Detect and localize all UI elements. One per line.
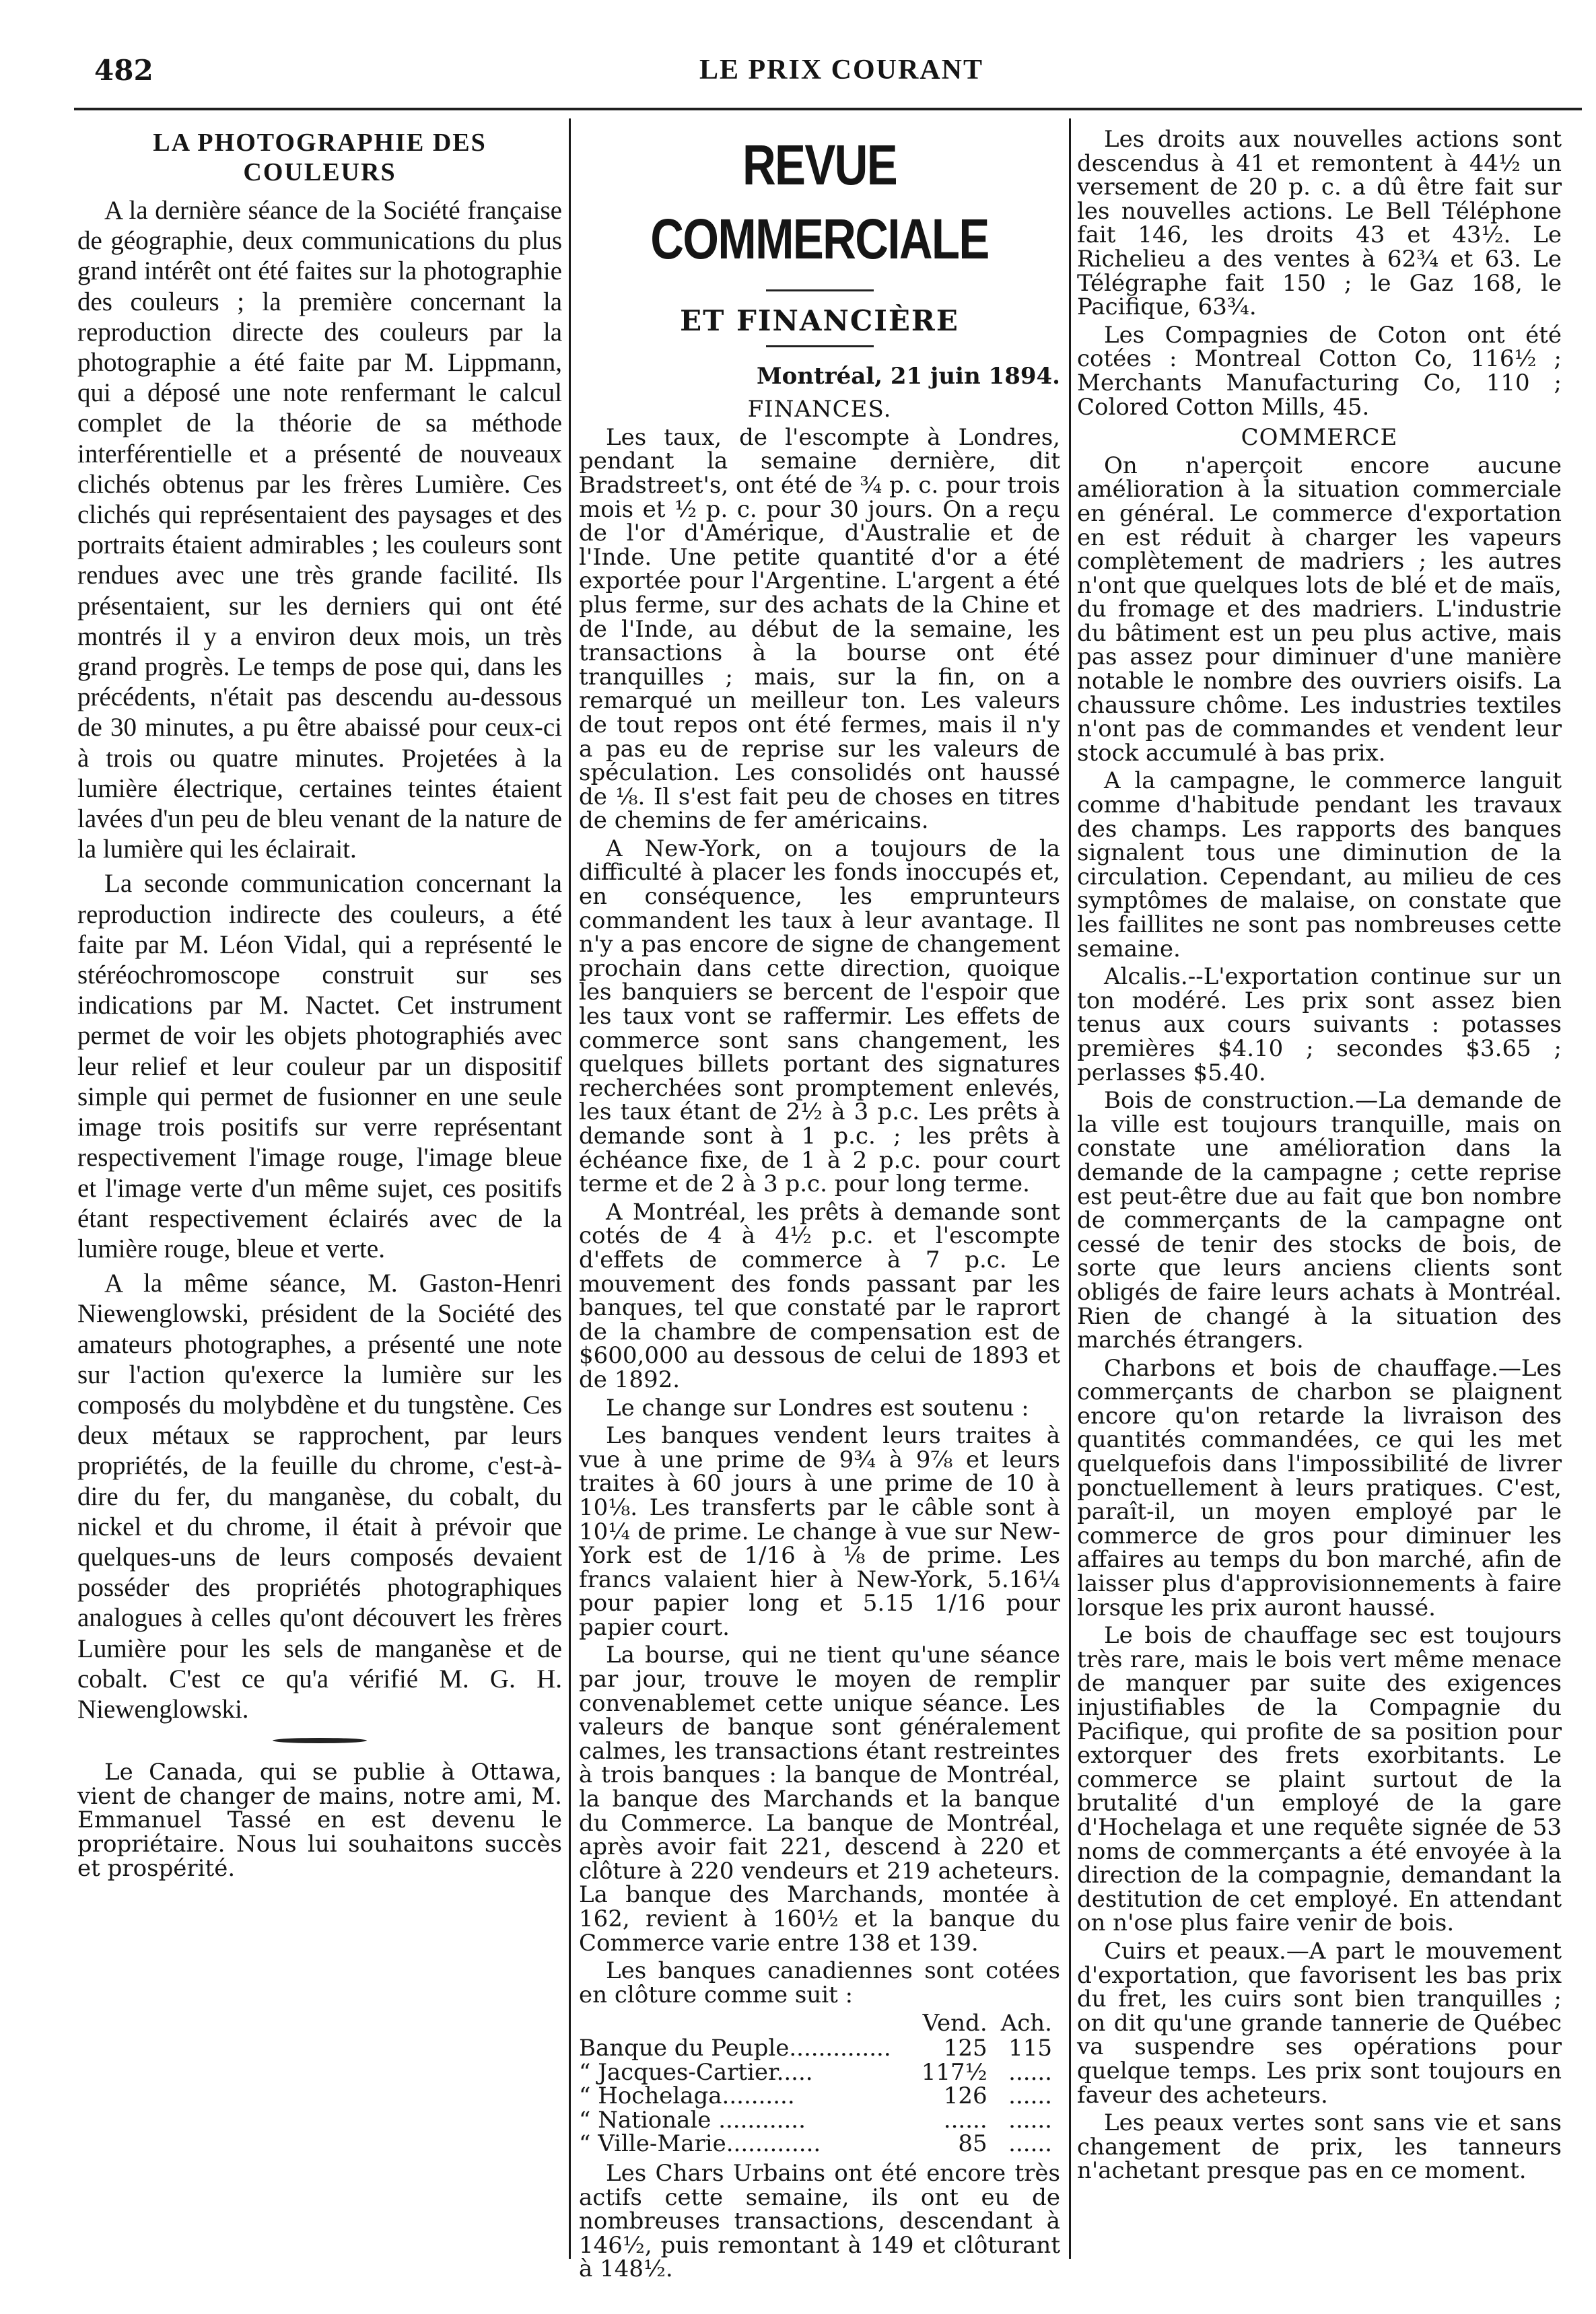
table-cell: 115 <box>1008 2034 1052 2062</box>
table-cell: 117½ <box>921 2058 987 2086</box>
table-row <box>579 2109 1060 2133</box>
article-paragraph: A la dernière séance de la Société française de géographie, deux communications du plus grand intérêt ont été faites sur la photographie des couleurs ; la première concernant la reproduction directe des couleurs par la photographie a été faite par M. Lippmann, qui a déposé une note renfermant le calcul complet de la théorie de sa méthode interférentielle et a présenté de nouveaux clichés obtenus par les frères Lumière. Ces clichés qui représentaient des paysages et des portraits étaient admirables ; les couleurs sont rendues avec une très grande facilité. Ils présentaient, sur les derniers qui ont été montrés il y a environ deux mois, un très grand progrès. Le temps de pose qui, dans les précédents, n'était pas descendu au-dessous de 30 minutes, a pu être abaissé pour ceux-ci à trois ou quatre minutes. Projetées à la lumière électrique, certaines teintes étaient lavées d'un peu de bleu venant de la nature de la lumière qui les éclairait. <box>77 196 562 864</box>
article-paragraph: Le bois de chauffage sec est toujours très rare, mais le bois vert même menace de manquer par suite des exigences injustifiables de la Compagnie du Pacifique, qui profite de sa position pour extorquer des frets exorbitants. Le commerce se plaint surtout de la brutalité d'un employé de la gare d'Hochelaga et une requête signée de 53 noms de commerçants a été envoyée à la direction de la compagnie, demandant la destitution de cet employé. En attendant on n'ose plus faire venir de bois. <box>1077 1622 1562 1937</box>
title-rule <box>766 289 874 291</box>
table-cell: ...... <box>943 2106 987 2134</box>
column-divider <box>1069 118 1071 2259</box>
column-revue <box>579 128 1060 2286</box>
article-paragraph: Alcalis.--L'exportation continue sur un ton modéré. Les prix sont assez bien tenus aux cours suivants : potasses premières $4.10 ; secondes $3.65 ; perlasses $5.40. <box>1077 963 1562 1086</box>
section-subtitle: ET FINANCIÈRE <box>680 304 959 337</box>
table-row <box>579 2061 1060 2085</box>
page-header <box>94 54 1589 94</box>
article-paragraph: Charbons et bois de chauffage.—Les commerçants de charbon se plaignent encore qu'on retarde la livraison des quantités commandées, ce qui les met quelquefois dans l'impossibilité de livrer ponctuellement à leurs pratiques. C'est, paraît-il, un moyen employé par le commerce de gros pour diminuer les affaires au temps du bon marché, afin de laisser plus d'approvisionnements à faire lorsque les prix auront haussé. <box>1077 1354 1562 1621</box>
column-commerce <box>1077 128 1562 2187</box>
table-cell: “ Hochelaga.......... <box>579 2082 795 2110</box>
article-paragraph: Les Compagnies de Coton ont été cotées : Montreal Cotton Co, 116½ ; Merchants Manufacturing Co, 110 ; Colored Cotton Mills, 45. <box>1077 321 1562 421</box>
journal-title: LE PRIX COURANT <box>699 55 984 85</box>
table-cell: ...... <box>1008 2082 1052 2110</box>
article-paragraph: Les banques canadiennes sont cotées en clôture comme suit : <box>579 1957 1060 2008</box>
table-cell: ...... <box>1008 2106 1052 2134</box>
column-divider <box>569 118 571 2259</box>
subtitle-rule <box>766 345 874 347</box>
table-cell: 125 <box>943 2034 987 2062</box>
table-row <box>579 2084 1060 2109</box>
article-paragraph: A la même séance, M. Gaston-Henri Niewenglowski, président de la Société des amateurs photographes, a présenté une note sur l'action qu'exerce la lumière sur les composés du molybdène et du tungstène. Ces deux métaux se rapprochent, par leurs propriétés, de la feuille du chrome, c'est-à-dire du fer, du manganèse, du cobalt, du nickel et du chrome, il était à prévoir que quelques-uns de leurs composés devaient posséder des propriétés photographiques analogues à celles qu'ont découvert les frères Lumière pour les sels de manganèse et de cobalt. C'est ce qu'a vérifié M. G. H. Niewenglowski. <box>77 1269 562 1724</box>
table-header: Ach. <box>1000 2010 1052 2037</box>
bank-quotes-table <box>579 2011 1060 2157</box>
article-heading: LA PHOTOGRAPHIE DES COULEURS <box>153 129 487 186</box>
article-paragraph: Les banques vendent leurs traites à vue à une prime de 9¾ à 9⅞ et leurs traites à 60 jours à une prime de 10 à 10⅛. Les transferts par le câble sont à 10¼ de prime. Le change à vue sur New-York est de 1/16 à ⅛ de prime. Les francs valaient hier à New-York, 5.16¼ pour papier long et 5.15 1/16 pour papier court. <box>579 1422 1060 1641</box>
section-title: REVUE COMMERCIALE <box>650 133 989 271</box>
table-header-row <box>579 2011 1060 2037</box>
column-photographie <box>77 128 562 1885</box>
section-heading-commerce: COMMERCE <box>1241 424 1398 452</box>
article-paragraph: Les droits aux nouvelles actions sont descendus à 41 et remontent à 44½ un versement de 20 p. c. a dû être fait sur les nouvelles actions. Le Bell Téléphone fait 146, les droits 43 et 43½. Le Richelieu a des ventes à 62¾ et 63. Le Télégraphe fait 150 ; le Gaz 168, le Pacifique, 63¾. <box>1077 126 1562 321</box>
article-paragraph: Cuirs et peaux.—A part le mouvement d'exportation, que favorisent les bas prix du fret, les cuirs sont bien tranquilles ; on dit qu'une grande tannerie de Québec va suspendre ses opérations pour quelque temps. Les prix sont toujours en faveur des acheteurs. <box>1077 1937 1562 2109</box>
table-cell: Banque du Peuple.............. <box>579 2034 891 2062</box>
table-cell: ...... <box>1008 2130 1052 2158</box>
news-note: Le Canada, qui se publie à Ottawa, vient de changer de mains, notre ami, M. Emmanuel Tassé en est devenu le propriétaire. Nous lui souhaitons succès et prospérité. <box>77 1759 562 1882</box>
table-header: Vend. <box>922 2010 987 2037</box>
ornament-divider <box>273 1738 367 1743</box>
table-cell: “ Nationale ............ <box>579 2106 806 2134</box>
table-cell: ...... <box>1008 2058 1052 2086</box>
article-paragraph: La bourse, qui ne tient qu'une séance par jour, trouve le moyen de remplir convenablemet cette unique séance. Les valeurs de banque sont généralement calmes, les transactions étant restreintes à trois banques : la banque de Montréal, la banque des Marchands et la banque du Commerce. La banque de Montréal, après avoir fait 221, descend à 220 et clôture à 220 vendeurs et 219 acheteurs. La banque des Marchands, montée à 162, revient à 160½ et la banque du Commerce varie entre 138 et 139. <box>579 1642 1060 1957</box>
dateline: Montréal, 21 juin 1894. <box>756 362 1060 390</box>
table-header <box>579 2011 915 2037</box>
article-paragraph: Les peaux vertes sont sans vie et sans changement de prix, les tanneurs n'achetant presque pas en ce moment. <box>1077 2109 1562 2185</box>
article-paragraph: A la campagne, le commerce languit comme d'habitude pendant les travaux des champs. Les rapports des banques signalent tous une diminution de la circulation. Cependant, au milieu de ces symptômes de malaise, on constate que les faillites ne sont pas nombreuses cette semaine. <box>1077 767 1562 962</box>
section-heading-finances: FINANCES. <box>747 396 892 423</box>
header-rule <box>74 108 1582 110</box>
page-number: 482 <box>94 54 153 87</box>
article-paragraph: On n'aperçoit encore aucune amélioration à la situation commerciale en général. Le commerce d'exportation en est réduit à charger les vapeurs complètement de madriers ; les autres n'ont que quelques lots de blé et de maïs, du fromage et des madriers. L'industrie du bâtiment est un peu plus active, mais pas assez pour diminuer d'une manière notable le nombre des ouvriers oisifs. La chaussure chôme. Les industries textiles n'ont pas de commandes et vendent leur stock accumulé à bas prix. <box>1077 452 1562 767</box>
table-cell: 126 <box>943 2082 987 2110</box>
article-paragraph: Bois de construction.—La demande de la ville est toujours tranquille, mais on constate une amélioration dans la demande de la campagne ; cette reprise est peut-être due au fait que bon nombre de commerçants de la campagne ont cessé de tenir des stocks de bois, de sorte que leurs anciens clients sont obligés de faire leurs achats à Montréal. Rien de changé à la situation des marchés étrangers. <box>1077 1087 1562 1354</box>
article-paragraph: Les taux, de l'escompte à Londres, pendant la semaine dernière, dit Bradstreet's, ont été de ¾ p. c. pour trois mois et ½ p. c. pour 30 jours. On a reçu de l'or d'Amérique, d'Australie et de l'Inde. Une petite quantité d'or a été exportée pour l'Argentine. L'argent a été plus ferme, sur des achats de la Chine et de l'Inde, au début de la semaine, les transactions à la bourse ont été tranquilles ; mais, sur la fin, on a remarqué un meilleur ton. Les valeurs de tout repos ont été fermes, mais il n'y a pas eu de reprise sur les valeurs de spéculation. Les consolidés ont haussé de ⅛. Il s'est fait peu de choses en titres de chemins de fer américains. <box>579 423 1060 835</box>
table-cell: “ Jacques-Cartier..... <box>579 2058 813 2086</box>
article-paragraph: La seconde communication concernant la reproduction indirecte des couleurs, a été faite par M. Léon Vidal, qui a représenté le stéréochromoscope construit sur ses indications par M. Nactet. Cet instrument permet de voir les objets photographiés avec leur relief et leur couleur par un dispositif simple qui permet de fusionner en une seule image trois positifs sur verre représentant respectivement l'image rouge, l'image bleue et l'image verte d'un même sujet, ces positifs étant respectivement éclairés avec de la lumière rouge, bleue et verte. <box>77 869 562 1263</box>
table-row <box>579 2132 1060 2157</box>
article-paragraph: Le change sur Londres est soutenu : <box>606 1394 1029 1422</box>
table-row <box>579 2037 1060 2061</box>
table-cell: 85 <box>958 2130 987 2158</box>
article-paragraph: Les Chars Urbains ont été encore très actifs cette semaine, ils ont eu de nombreuses transactions, descendant à 146½, puis remontant à 149 et clôturant à 148½. <box>579 2159 1060 2283</box>
table-cell: “ Ville-Marie............. <box>579 2130 821 2158</box>
article-paragraph: A New-York, on a toujours de la difficulté à placer les fonds inoccupés et, en conséquence, les emprunteurs commandent les taux à leur avantage. Il n'y a pas encore de signe de changement prochain dans cette direction, quoique les banquiers se bercent de l'espoir que les taux vont se raffermir. Les effets de commerce sont sans changement, les quelques billets portant des signatures recherchées sont promptement enlevés, les taux étant de 2½ à 3 p.c. Les prêts à demande sont à 1 p.c. ; les prêts à échéance fixe, de 1 à 2 p.c. pour court terme et de 2 à 3 p.c. pour long terme. <box>579 835 1060 1198</box>
article-paragraph: A Montréal, les prêts à demande sont cotés de 4 à 4½ p.c. et l'escompte d'effets de commerce à 7 p.c. Le mouvement des fonds passant par les banques, tel que constaté par le raprort de la chambre de compensation est de $600,000 au dessous de celui de 1893 et de 1892. <box>579 1198 1060 1393</box>
